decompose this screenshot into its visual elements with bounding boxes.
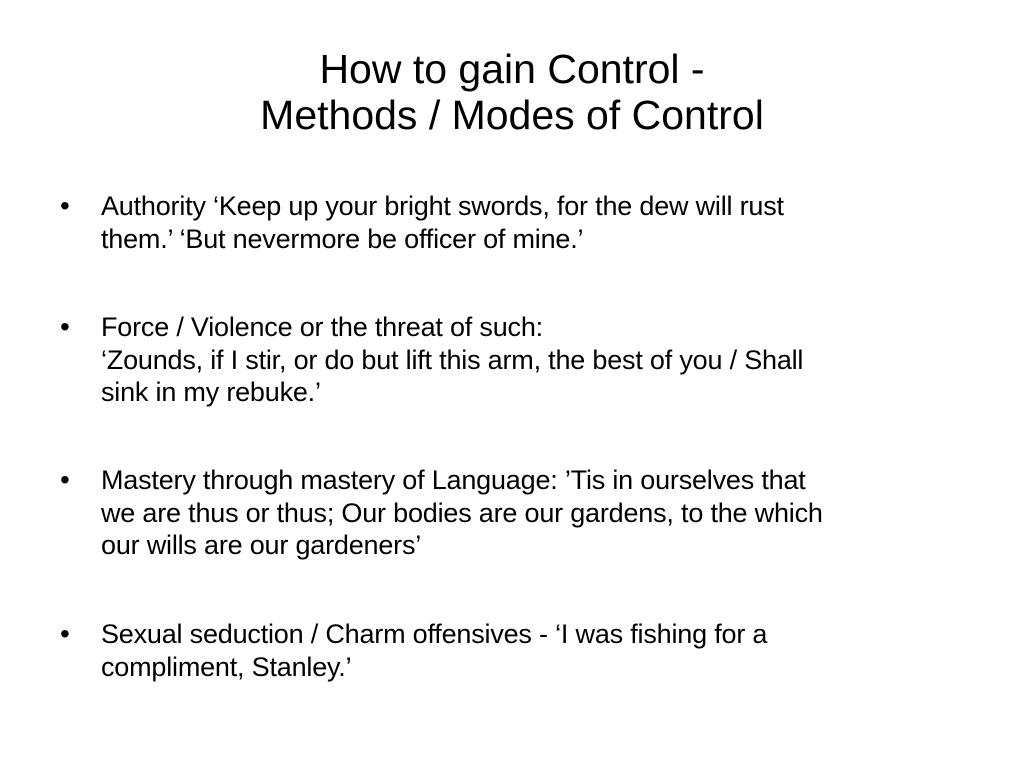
bullet-line: Authority ‘Keep up your bright swords, for the dew will rust — [101, 191, 784, 221]
bullet-line: Mastery through mastery of Language: ’Tis in ourselves that — [101, 465, 806, 495]
bullet-line: Sexual seduction / Charm offensives - ‘I was fishing for a — [101, 619, 768, 649]
title-line: How to gain Control - — [319, 46, 705, 92]
bullet-line: we are thus or thus; Our bodies are our gardens, to the which — [101, 497, 823, 528]
title-line: Methods / Modes of Control — [260, 92, 764, 138]
bullet-text — [101, 311, 961, 409]
bullet-icon: • — [60, 464, 70, 495]
bullet-line: compliment, Stanley.’ — [101, 651, 352, 682]
bullet-line: Force / Violence or the threat of such: — [101, 312, 543, 342]
bullet-icon: • — [60, 311, 70, 342]
bullet-line: sink in my rebuke.’ — [101, 377, 321, 407]
slide-title — [60, 46, 964, 138]
bullet-text — [101, 618, 961, 683]
bullet-line: ‘Zounds, if I stir, or do but lift this arm, the best of you / Shall — [101, 344, 804, 375]
bullet-icon: • — [60, 618, 70, 649]
bullet-text — [101, 464, 961, 562]
bullet-icon: • — [60, 190, 70, 221]
bullet-line: them.’ ‘But nevermore be officer of mine.’ — [101, 223, 584, 254]
bullet-line: our wills are our gardeners’ — [101, 530, 422, 560]
bullet-text — [101, 190, 961, 255]
